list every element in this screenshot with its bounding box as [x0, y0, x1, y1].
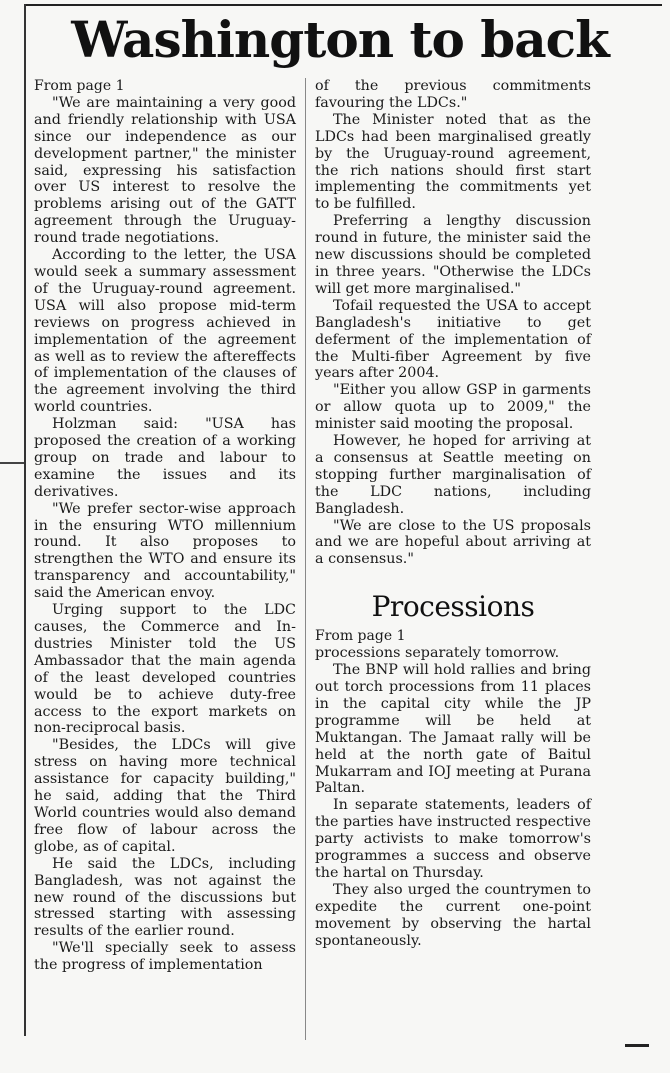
- top-rule: [26, 4, 662, 6]
- article-paragraph: However, he hoped for arriving at a consensus at Seattle meeting on stopping further marginalisation of the LDC nations, including Bangladesh.: [315, 433, 591, 517]
- article-paragraph: Holzman said: "USA has proposed the creation of a working group on trade and labour to examine the issues and its derivatives.: [34, 416, 296, 500]
- article-paragraph: He said the LDCs, including Bangladesh, was not against the new round of the discussions but stressed starting with assessing results of the earlier round.: [34, 855, 296, 940]
- article-paragraph: The BNP will hold rallies and bring out torch processions from 11 places in the capital city while the JP programme will be held at Muktangan. The Jamaat rally will be held at the north gate of Baitul Mukarram and IOJ meeting at Purana Paltan.: [315, 662, 591, 797]
- article-paragraph: "Besides, the LDCs will give stress on having more technical assistance for capacity building," he said, adding that the Third World countries would also demand free flow of labour across the globe, as of capital.: [34, 737, 296, 855]
- article-paragraph: processions separately tomorrow.: [315, 645, 560, 662]
- article-left-column: [34, 78, 296, 974]
- article-paragraph: Preferring a lengthy discussion round in future, the minister said the new discussions should be completed in three years. "Otherwise the LDCs will get more marginalised.": [315, 213, 591, 297]
- margin-mark: [0, 462, 24, 464]
- end-mark: [625, 1044, 649, 1047]
- article-paragraph: Urging support to the LDC causes, the Commerce and Industries Minister told the US Ambassador that the main agenda of the least developed countries would be to achieve duty-free access to the export markets on non-reciprocal basis.: [34, 602, 296, 737]
- article-paragraph: of the previous commitments favouring the LDCs.": [315, 78, 591, 111]
- article-paragraph: The Minister noted that as the LDCs had been marginalised greatly by the Uruguay-round agreement, the rich nations should first start implementing the commitments yet to be fulfilled.: [315, 111, 591, 213]
- from-page-label: From page 1: [315, 628, 406, 645]
- headline: Washington to back: [71, 10, 609, 69]
- article-paragraph: Tofail requested the USA to accept Bangladesh's initiative to get deferment of the implementation of the Multi-fiber Agreement by five years after 2004.: [315, 297, 591, 382]
- from-page-label: From page 1: [34, 78, 125, 94]
- article-right-column: [315, 78, 591, 950]
- article-paragraph: "We are close to the US proposals and we are hopeful about arriving at a consensus.": [315, 517, 591, 568]
- article-paragraph: They also urged the countrymen to expedite the current one-point movement by observing the hartal spontaneously.: [315, 881, 591, 949]
- article-paragraph: "Either you allow GSP in garments or allow quota up to 2009," the minister said mooting the proposal.: [315, 382, 591, 433]
- article-paragraph: According to the letter, the USA would seek a summary assessment of the Uruguay-round agreement. USA will also propose mid-term reviews on progress achieved in implementation of the agreement as well as to review the aftereffects of implementation of the clauses of the agreement involving the third world countries.: [34, 247, 296, 416]
- column-divider: [305, 78, 306, 1040]
- article-paragraph: "We prefer sector-wise approach in the ensuring WTO millennium round. It also proposes to strengthen the WTO and ensure its transparency and accountability," said the American envoy.: [34, 500, 296, 602]
- article-paragraph: "We'll specially seek to assess the progress of implementation: [34, 940, 296, 974]
- article-paragraph: In separate statements, leaders of the parties have instructed respective party activists to make tomorrow's programmes a success and observe the hartal on Thursday.: [315, 797, 591, 881]
- article-paragraph: "We are maintaining a very good and friendly relationship with USA since our independence as our development partner," the minister said, expressing his satisfaction over US interest to resolve the problems arising out of the GATT agreement through the Uruguay-round trade negotiations.: [34, 94, 296, 247]
- left-rule: [24, 4, 26, 1036]
- processions-subhead: Processions: [371, 590, 535, 624]
